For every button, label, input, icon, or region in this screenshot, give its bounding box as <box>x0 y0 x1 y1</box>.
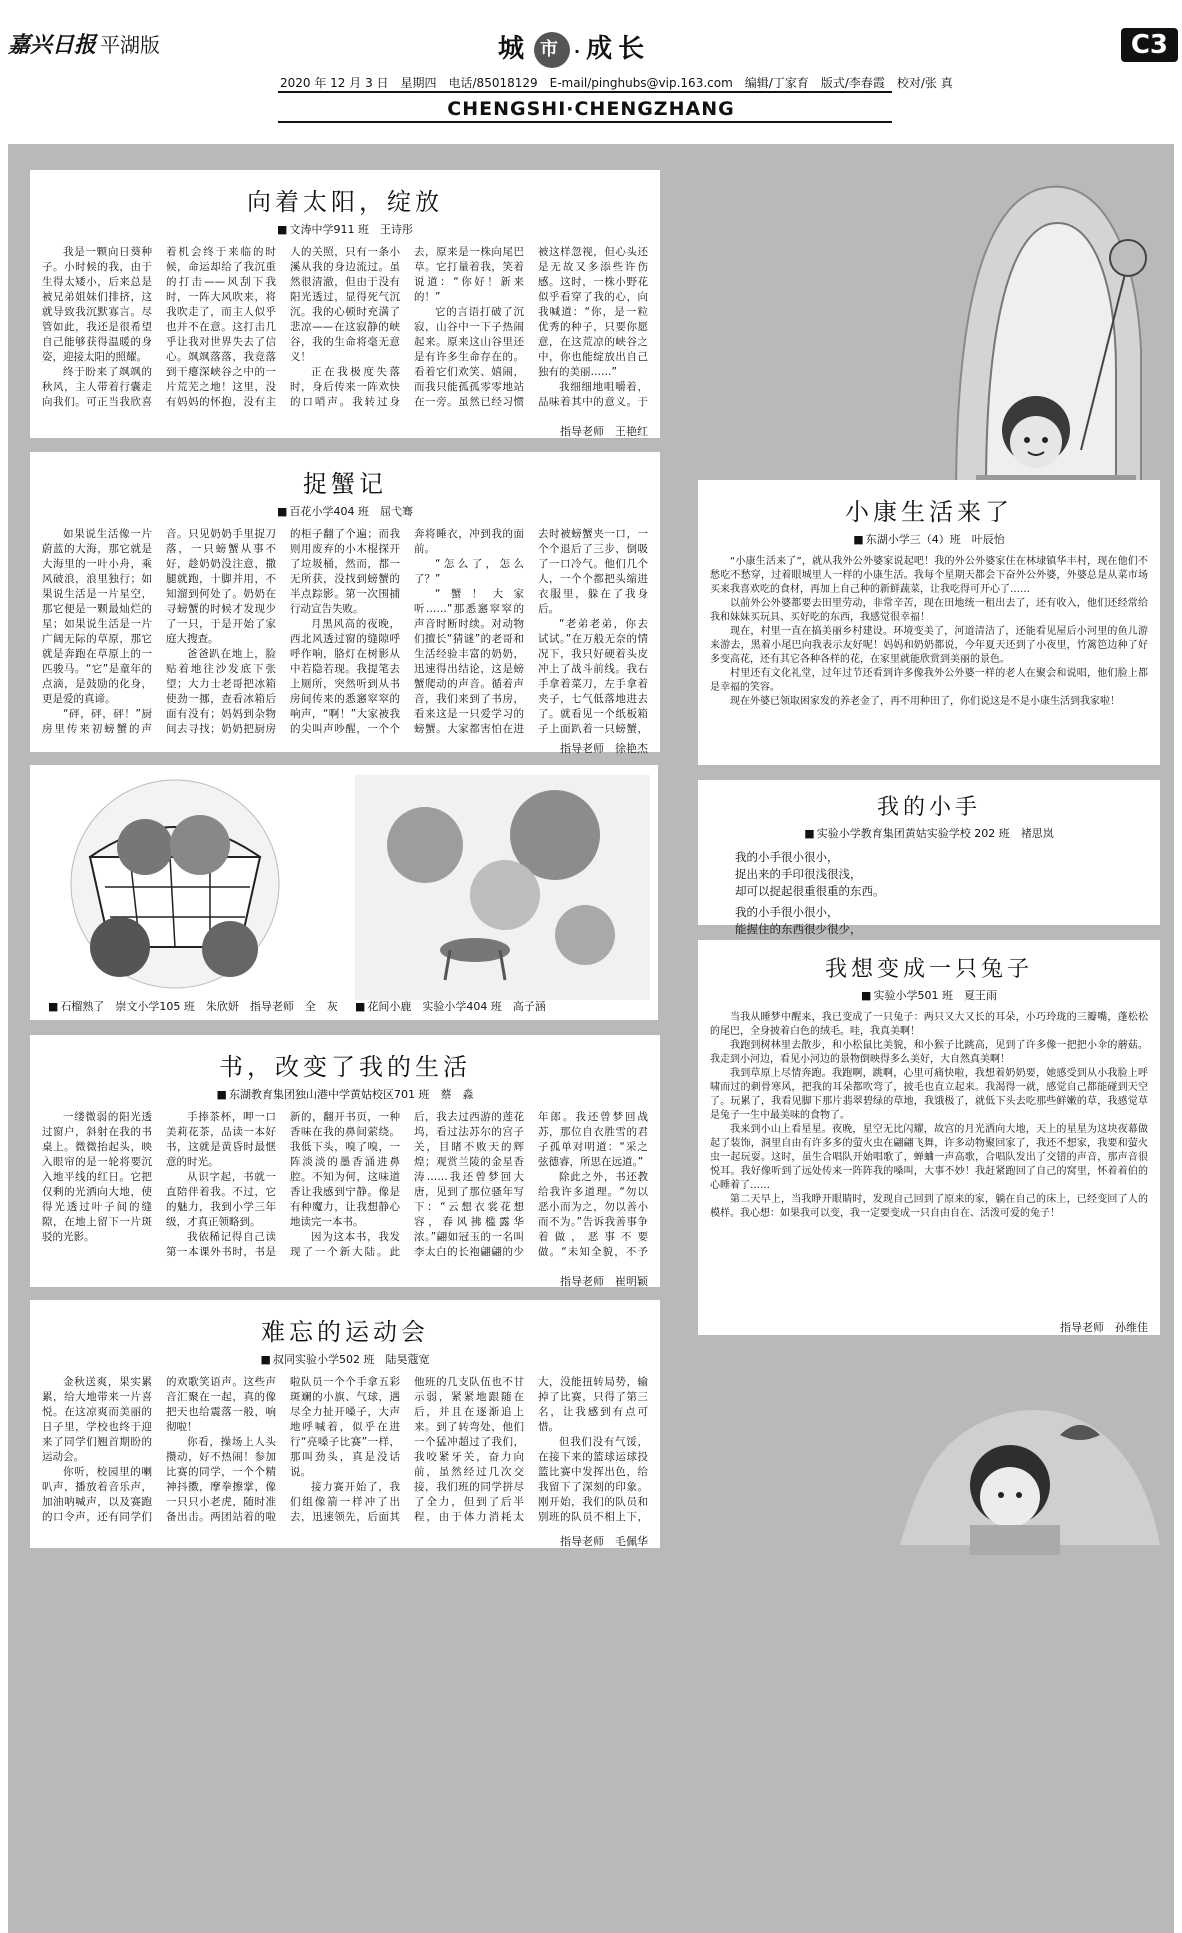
teacher-credit: 指导老师 王艳红 <box>560 425 648 438</box>
paragraph: 你看，操场上人头攒动，好不热闹！参加比赛的同学，一个个精神抖擞，摩拳擦掌，像一只只小老虎，随时准备出击。两团站着的啦啦队员一个个手拿五彩斑斓的小旗、气球，遇尽全力扯开嗓子，大声地呼喊着，似乎在进行“亮嗓子比赛”一样，那叫劲头，真是没话说。 <box>166 1376 400 1523</box>
article-title: 书，改变了我的生活 <box>219 1053 471 1081</box>
article-byline: ■ 东湖教育集团独山港中学黄姑校区701 班 蔡 淼 <box>42 1086 648 1102</box>
article-byline: ■ 实验小学501 班 夏王雨 <box>710 987 1148 1003</box>
paragraph: 因为这本书，我发现了一个新大陆。此后，我去过西游的莲花坞，看过法苏尔的宫子关，目睹不败天的辉煌；观赏兰陵的金星香涛……我还曾梦回大唐，见到了那位骚年写下：“云想衣裳花想容，春风拂槛露华浓。”翩如冠玉的一名叫李太白的长袍翩翩的少年郎。我还曾梦回战苏，那位自衣胜雪的君子孤单对明道：“采之弦德睿，所思在远道。” <box>290 1111 648 1258</box>
painting-caption: ■ 石榴熟了 崇文小学105 班 朱欣妍 指导老师 全 灰 <box>48 998 338 1014</box>
paragraph: 如果说生活像一片蔚蓝的大海，那它就是大海里的一叶小舟，乘风破浪，浪里独行；如果说生活是一片星空，那它便是一颗最灿烂的星；如果说生活是一片广阔无际的草原，那它就是奔跑在草原上的一匹骏马。“它”是童年的点滴，是鼓励的化身，更是爱的真谛。 <box>42 528 152 705</box>
article-body <box>42 527 648 737</box>
paragraph: “怎么了，怎么了？” <box>414 558 524 585</box>
article-card <box>30 452 660 755</box>
article-card <box>698 940 1160 1335</box>
article-body <box>42 245 648 420</box>
article-body <box>710 1011 1148 1316</box>
article-byline: ■ 叔同实验小学502 班 陆昊蔻宽 <box>42 1351 648 1367</box>
paragraph: “砰，砰，砰！”厨房里传来初螃蟹的声音。只见奶奶手里捉刀落，一只螃蟹从事不好，趁奶奶没注意，撒腿就跑，十脚并用，不知溜到何处了。奶奶在寻螃蟹的时候才发现少了一只，于是开始了家庭大搜查。 <box>42 528 276 735</box>
paragraph: 它的言语打破了沉寂，山谷中一下子热闹起来。原来这山谷里还是有许多生命存在的。看着它们欢笑、嬉闹，而我只能孤孤零零地站在一旁。虽然已经习惯被这样忽视，但心头还是无故又多添些许伤感。这时，一株小野花似乎看穿了我的心，向我喊道：“你，是一粒优秀的种子，只要你愿意，在这荒凉的峡谷之中，你也能绽放出自己独有的美丽……” <box>414 246 648 408</box>
teacher-credit: 指导老师 毛佩华 <box>560 1535 648 1548</box>
article-title: 捉蟹记 <box>303 470 387 498</box>
paragraph: 接力赛开始了，我们组像箭一样冲了出去，迅速领先，后面其他班的几支队伍也不甘示弱，紧紧地跟随在后，并且在逐渐追上来。到了转弯处，他们一个猛冲超过了我们，我咬紧牙关，奋力向前，虽然经过几次交接，我们班的同学拼尽了全力，但到了后半程，由于体力消耗太大，没能扭转局势，输掉了比赛，只得了第三名，让我感到有点可惜。 <box>290 1376 648 1523</box>
paragraph: 手捧茶杯，呷一口美莉花茶，品读一本好书，这就是黄昏时最惬意的时光。 <box>166 1111 276 1168</box>
paragraph: 第二天早上，当我睁开眼睛时，发现自己回到了原来的家，躺在自己的床上，已经变回了人的模样。我心想：如果我可以变，我一定要变成一只自由自在、活泼可爱的兔子！ <box>710 1194 1148 1219</box>
article-card <box>30 1300 660 1548</box>
paragraph: 我来到小山上看星星。夜晚，星空无比闪耀，故宫的月光洒向大地，天上的星星为这块夜幕做起了装饰，洞里自由有许多多的萤火虫在翩翩飞舞，许多动物聚回家了，我还不想家，我要和萤火虫一起玩耍。这时，虽生合唱队开始唱歌了，蝉蛐一声高歌，合唱队发出了交错的声音，那声音很悦耳。我好像听到了远处传来一阵阵我的嗓叫，大事不妙！我赶紧跑回了自己的窝里，怀着着伯的心睡着了…… <box>710 1124 1148 1191</box>
paragraph: 现在外婆已领取困家发的养老金了，再不用种田了，你们说这是不是小康生活到我家啦！ <box>730 696 1120 707</box>
paragraph: “小康生活来了”，就从我外公外婆家说起吧！我的外公外婆家住在林埭镇华丰村，现在他们不愁吃不愁穿，过着眼城里人一样的小康生活。我每个星期天都会下奋外公外婆，外婆总是从菜市场买来我喜欢吃的食材，再加上自己种的新鲜蔬菜，让我吃得可开心了…… <box>710 556 1148 595</box>
paragraph: 除此之外，书还教给我许多道理。“勿以恶小而为之，勿以善小而不为。”告诉我善事争着做，恶事不要做。“未知全貌，不予 <box>538 1171 648 1258</box>
article-card <box>30 1035 660 1287</box>
painting-caption: ■ 花间小鹿 实验小学404 班 高子涵 <box>355 998 546 1014</box>
page-number: C3 <box>1121 28 1178 62</box>
article-card <box>30 170 660 438</box>
poem-card <box>698 780 1160 936</box>
paragraph: 村里还有文化礼堂，过年过节还看到许多像我外公外婆一样的老人在聚会和说唱，他们脸上都是幸福的笑容。 <box>710 668 1148 693</box>
paragraph: 但我们没有气馁，在接下来的篮球运球投篮比赛中发挥出色，给我留下了深刻的印象。刚开始，我们的队员和别班的队员不相上下， <box>538 1436 648 1523</box>
paragraph: 爸爸趴在地上，脸贴着地往沙发底下张望；大力士老哥把冰箱使劲一挪，查看冰箱后面有没有；妈妈到杂物间去寻找；奶奶把厨房的柜子翻了个遍；而我则用废弃的小木棍探开了垃圾桶，然而，都一无所获，没找到螃蟹的半点踪影。第一次围捕行动宣告失败。 <box>166 528 400 735</box>
pomegranate-painting <box>50 777 300 992</box>
column-char: 城 <box>498 34 531 64</box>
paintings-card <box>30 765 658 1020</box>
girl-window-illustration <box>916 150 1166 520</box>
poem-line: 却可以捉起很重很重的东西。 <box>735 884 885 898</box>
divider <box>278 121 892 123</box>
article-byline: ■ 文涛中学911 班 王诗彤 <box>42 221 648 237</box>
paragraph: 当我从睡梦中醒来，我已变成了一只兔子：两只又大又长的耳朵，小巧玲珑的三瓣嘴，蓬松松的尾巴，全身披着白色的绒毛。哇，我真美啊！ <box>710 1012 1148 1037</box>
paragraph: 我依稀记得自己读第一本课外书时，书是新的，翻开书页，一种香味在我的鼻间萦绕。我低下头，嗅了嗅，一阵淡淡的墨香涌进鼻腔。不知为何，这味道香让我感到宁静。像是有种魔力，让我想静心地读完一本书。 <box>166 1111 400 1258</box>
paragraph: 正在我极度失落时，身后传来一阵欢快的口哨声。我转过身去，原来是一株向尾巴草。它打量着我，笑着说道：“你好！新来的！” <box>290 246 524 408</box>
masthead <box>0 0 1182 140</box>
poem-line: 能握住的东西很少很少， <box>735 922 862 936</box>
paragraph: 我跑到树林里去散步，和小松鼠比美貌，和小猴子比跳高，见到了许多像一把把小伞的蘑菇。我走到小河边，看见小河边的景物倒映得多么美好，大自然真美啊！ <box>710 1040 1148 1065</box>
column-char: 成 <box>586 34 619 64</box>
article-title: 小康生活来了 <box>845 498 1013 526</box>
paragraph: 从识字起，书就一直陪伴着我。不过，它的魅力，我到小学三年级，才真正领略到。 <box>166 1171 276 1228</box>
teacher-credit: 指导老师 孙维佳 <box>1060 1321 1148 1334</box>
column-char-badge: 市 <box>534 32 570 68</box>
paragraph: 我是一颗向日葵种子。小时候的我，由于生得太矮小，后来总是被兄弟姐妹们排挤，这就导致我沉默寡言。尽管如此，我还是很希望自己能够获得温暖的身姿，迎接太阳的照耀。 <box>42 246 152 363</box>
paragraph: 你听，校园里的喇叭声，播放着音乐声，加油呐喊声，以及赛跑的口令声，还有同学们的欢歌笑语声。这些声音汇聚在一起，真的像把天也给震落一般，响彻啦！ <box>42 1376 276 1523</box>
newspaper-logo <box>8 28 160 59</box>
girl-bird-illustration <box>880 1355 1170 1555</box>
paragraph: 我到草原上尽情奔跑。我跑啊，跳啊，心里可痛快啦，我想着奶奶要，她感受到从小我脸上呼啸而过的刺骨寒风，把我的耳朵都吹弯了，披毛也直立起来。我渴得一就，感觉自己都能碰到天空了。玩累了，我看见脚下那片翡翠碧绿的草地，我饿极了，就低下头去吃那些鲜嫩的草，我感觉草是兔子一生中最美味的食物了。 <box>710 1068 1148 1121</box>
deer-flower-painting <box>355 775 650 1000</box>
article-title: 向着太阳，绽放 <box>247 188 443 216</box>
edition-name: 平湖版 <box>100 33 161 57</box>
article-title: 我想变成一只兔子 <box>824 957 1033 982</box>
brand-name: 嘉兴日报 <box>8 33 97 58</box>
column-title <box>498 28 650 68</box>
article-body <box>42 1375 648 1530</box>
article-byline: ■ 东湖小学三（4）班 叶辰怡 <box>710 531 1148 547</box>
column-char: 长 <box>618 34 651 64</box>
teacher-credit: 指导老师 崔明颖 <box>560 1275 648 1288</box>
divider <box>278 91 892 93</box>
poem-line: 捉出来的手印很浅很浅， <box>735 867 862 881</box>
paragraph: 终于盼来了飒飒的秋风，主人带着行囊走向我们。可正当我欣喜着机会终于来临的时候，命运却给了我沉重的打击——风刮下我时，一阵大风吹来，将我吹走了，而主人似乎也并不在意。这打击几乎让我对世界失去了信心。飒飒落落，我竟落到干瘪深峡谷之中的一片荒芜之地！这里，没有妈妈的怀抱，没有主人的关照，只有一条小溪从我的身边流过。虽然很清澈，但由于没有阳光透过，显得死气沉沉。我的心顿时充满了悲凉——在这寂静的峡谷，我的生命将毫无意义！ <box>42 246 400 408</box>
article-title: 我的小手 <box>876 795 981 820</box>
paragraph: 月黑风高的夜晚，西北风透过窗的缝隙呼呼作响，胳灯在树影从中若隐若现。我提笔去上厕所，突然听到从书房间传来的悉窸窣窣的响声，“啊！”大家被我的尖叫声吵醒，一个个奔将睡衣，冲到我的面前。 <box>290 528 524 735</box>
paragraph: 一缕微弱的阳光透过窗户，斜射在我的书桌上。微微抬起头，映入眼帘的是一轮将要沉入地平线的红日。它把仅剩的光洒向大地，使得光透过叶子间的缝隙，在地上留下一片斑驳的光影。 <box>42 1111 152 1243</box>
column-pinyin: CHENGSHI·CHENGZHANG <box>447 98 735 120</box>
article-byline: ■ 实验小学教育集团黄姑实验学校 202 班 褚思岚 <box>712 825 1146 841</box>
paragraph: 现在，村里一直在搞美丽乡村建设。环境变美了，河道清洁了，还能看见屋后小河里的鱼儿游来游去，黑着小尾巴向我表示友好呢！妈妈和奶奶都说，今年夏天还到了小夜里，竹篱笆边种了好多变高花，还有其它各种各样的花，在家里就能欣赏到美丽的景色。 <box>710 626 1148 665</box>
teacher-credit: 指导老师 徐艳杰 <box>560 742 648 755</box>
column-dot: · <box>574 42 587 61</box>
article-byline: ■ 百花小学404 班 屈弋骞 <box>42 503 648 519</box>
article-body <box>42 1110 648 1270</box>
article-card <box>698 480 1160 765</box>
poem-line: 我的小手很小很小， <box>735 905 839 919</box>
article-title: 难忘的运动会 <box>261 1318 429 1346</box>
paragraph: 以前外公外婆都要去田里劳动，非常辛苦，现在田地统一租出去了，还有收入，他们还经常给我和妹妹买玩具、买好吃的东西，我感觉很幸福！ <box>710 598 1148 623</box>
issue-info: 2020 年 12 月 3 日 星期四 电话/85018129 E-mail/pinghubs@vip.163.com 编辑/丁家育 版式/李春霞 校对/张 真 <box>280 76 953 90</box>
paragraph: 金秋送爽，果实累累，给大地带来一片喜悦。在这凉爽而美丽的日子里，学校也终于迎来了同学们翘首期盼的运动会。 <box>42 1376 152 1463</box>
article-body <box>710 555 1148 755</box>
poem-line: 我的小手很小很小， <box>735 850 839 864</box>
paragraph: “老弟老弟，你去试试。”在万般无奈的情况下，我只好硬着头皮冲上了战斗前线。我右手拿着菜刀，左手拿着夹子，七气低落地进去了。就看见一个纸板箱子上面趴着一只螃蟹， <box>538 618 648 735</box>
paragraph: 我细细地咀嚼着，品味着其中的意义。于 <box>538 381 648 408</box>
paragraph: “蟹！大家听……”那悉窸窣窣的声音时断时续。对动物们擅长“猜谜”的老哥和生活经验丰富的奶奶，迅速得出结论，这是螃蟹爬动的声音。循着声音，我们来到了书房，看来这是一只爱学习的螃蟹。大家都害怕在进去时被螃蟹夹一口，一个个退后了三步，倒吸了一口冷气。他们几个人，一个个都把头缩进衣服里，躲在了我身后。 <box>414 528 648 735</box>
